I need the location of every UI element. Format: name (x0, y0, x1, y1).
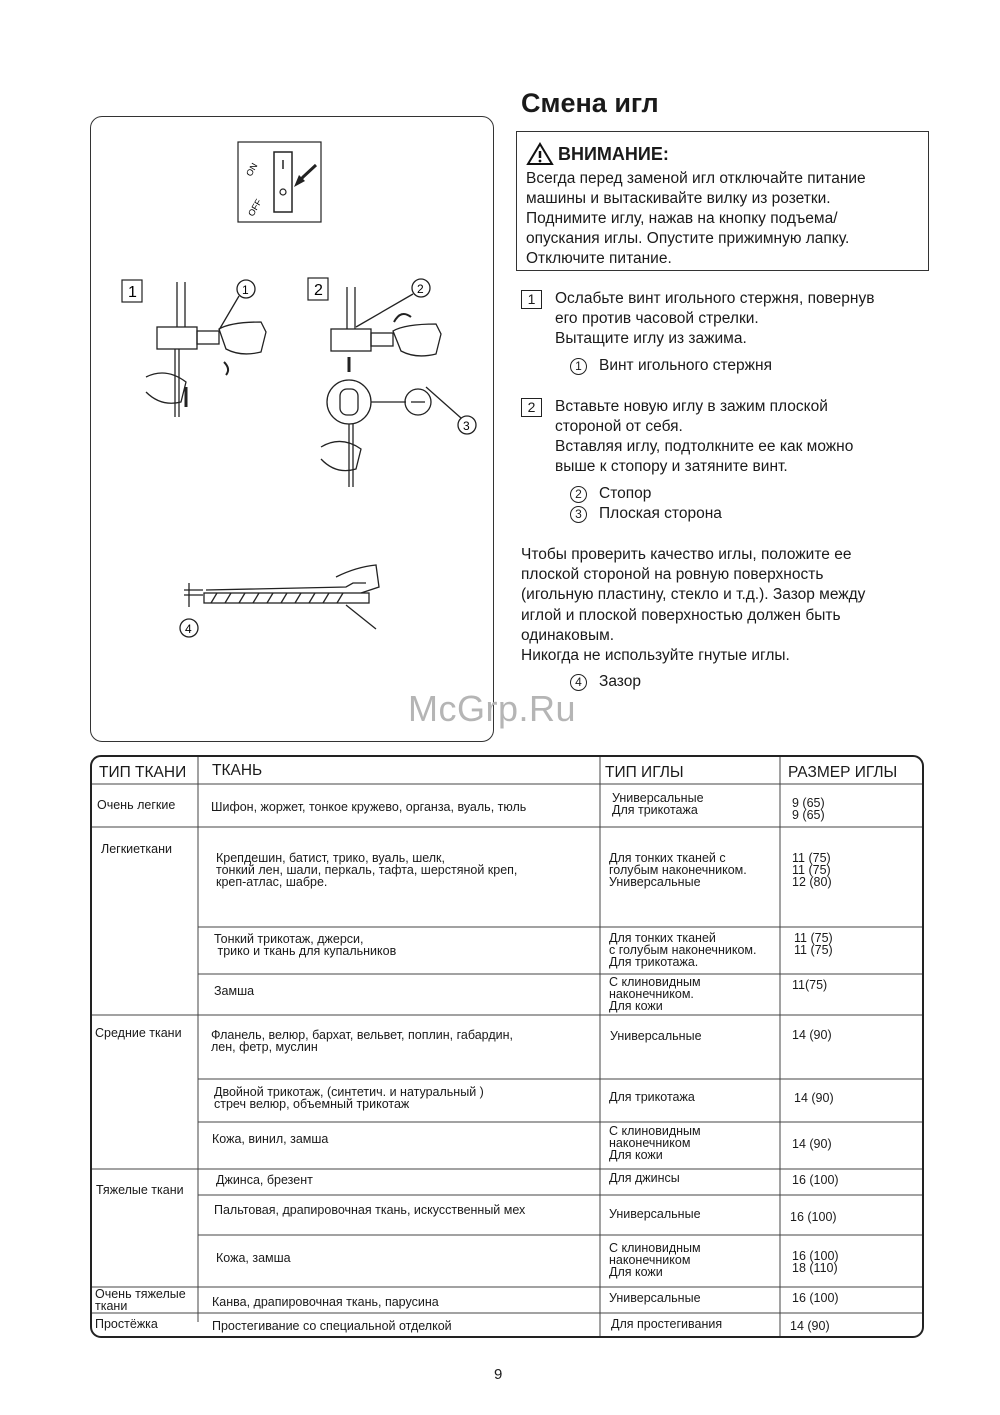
needle-type-cell: С клиновидным наконечником Для кожи (609, 1124, 701, 1162)
warning-line: Отключите питание. (526, 250, 672, 267)
illus-step1-label: 1 (128, 284, 137, 301)
legend-text: Винт игольного стержня (599, 357, 772, 374)
callout-3: 3 (463, 419, 470, 433)
needle-insertion-drawing (321, 279, 476, 487)
legend-number: 2 (570, 486, 587, 503)
illustration-panel (90, 116, 494, 742)
switch-on-label: ON (244, 161, 260, 178)
para-line: (игольную пластину, стекло и т.д.). Зазор между (521, 586, 866, 604)
callout-4: 4 (185, 622, 192, 636)
table-header-fabric-type: ТИП ТКАНИ (99, 764, 187, 781)
page-number: 9 (494, 1366, 503, 1383)
step-1 (521, 289, 941, 349)
warning-line: машины и вытаскивайте вилку из розетки. (526, 190, 831, 207)
para-line: Чтобы проверить качество иглы, положите ее (521, 546, 852, 563)
category-cell: Средние ткани (95, 1026, 182, 1040)
page-title: Смена игл (521, 88, 659, 118)
needle-size-cell: 16 (100) (792, 1291, 839, 1305)
needle-removal-drawing (146, 280, 266, 417)
fabric-cell: Замша (214, 984, 255, 998)
step-1-line: Вытащите иглу из зажима. (555, 330, 747, 347)
needle-check-paragraph (521, 545, 941, 666)
needle-size-cell: 14 (90) (792, 1028, 832, 1042)
needle-size-cell: 16 (100) (790, 1210, 837, 1224)
fabric-cell: Крепдешин, батист, трико, вуаль, шелк, тонкий лен, шали, перкаль, тафта, шерстяной креп, креп-атлас, шабре. (216, 851, 518, 889)
step-1-line: Ослабьте винт игольного стержня, повернув (555, 290, 875, 307)
needle-size-cell: 11(75) (792, 978, 828, 992)
step-2-line: стороной от себя. (555, 418, 683, 435)
table-header-needle-size: РАЗМЕР ИГЛЫ (788, 764, 898, 781)
legend-needle-screw (570, 356, 772, 376)
warning-line: Поднимите иглу, нажав на кнопку подъема/ (526, 210, 838, 227)
needle-type-cell: Универсальные (610, 1029, 702, 1043)
warning-icon (526, 142, 554, 166)
category-cell: Простёжка (95, 1317, 158, 1331)
callout-2: 2 (417, 282, 424, 296)
table-header-needle-type: ТИП ИГЛЫ (605, 764, 684, 781)
legend-text: Стопор (599, 485, 652, 502)
illus-step2-label: 2 (314, 282, 323, 299)
warning-line: Всегда перед заменой игл отключайте питание (526, 170, 866, 187)
needle-type-cell: Для простегивания (611, 1317, 723, 1331)
fabric-cell: Кожа, винил, замша (212, 1132, 329, 1146)
switch-off-label: OFF (246, 197, 264, 218)
needle-size-cell: 16 (100) 18 (110) (792, 1249, 839, 1275)
needle-type-cell: Универсальные Для трикотажа (612, 791, 704, 817)
step-2 (521, 397, 941, 477)
fabric-cell: Двойной трикотаж, (синтетич. и натуральный ) стреч велюр, объемный трикотаж (214, 1085, 484, 1111)
step-2-line: Вставляя иглу, подтолкните ее как можно (555, 438, 854, 455)
fabric-cell: Простегивание со специальной отделкой (212, 1319, 452, 1333)
para-line: одинаковым. (521, 626, 615, 644)
para-line: плоской стороной на ровную поверхность (521, 566, 824, 584)
needle-type-cell: Для тонких тканей с голубым наконечником. Универсальные (609, 851, 747, 889)
needle-type-cell: С клиновидным наконечником. Для кожи (609, 975, 701, 1013)
step-2-line: Вставьте новую иглу в зажим плоской (555, 398, 828, 415)
category-cell: Тяжелые ткани (96, 1183, 184, 1197)
legend-number: 3 (570, 506, 587, 523)
needle-size-cell: 11 (75) 11 (75) 12 (80) (792, 851, 832, 889)
step-2-line: выше к стопору и затяните винт. (555, 458, 788, 475)
legend-flat-side (570, 504, 722, 524)
needle-type-cell: Для джинсы (609, 1171, 680, 1185)
needle-size-cell: 9 (65) 9 (65) (792, 796, 825, 822)
legend-stopper (570, 484, 651, 504)
needle-change-illustration (91, 117, 495, 743)
step-2-number: 2 (521, 398, 542, 417)
needle-size-cell: 16 (100) (792, 1173, 839, 1187)
needle-type-cell: Для тонких тканей с голубым наконечником. Для трикотажа. (609, 931, 757, 969)
fabric-cell: Пальтовая, драпировочная ткань, искусственный мех (214, 1203, 526, 1217)
fabric-cell: Шифон, жоржет, тонкое кружево, органза, вуаль, тюль (211, 800, 527, 814)
callout-1: 1 (242, 283, 249, 297)
legend-text: Зазор (599, 673, 641, 690)
fabric-cell: Канва, драпировочная ткань, парусина (212, 1295, 439, 1309)
fabric-cell: Джинса, брезент (216, 1173, 313, 1187)
category-cell: Очень легкие (97, 798, 176, 812)
fabric-cell: Тонкий трикотаж, джерси, трико и ткань для купальников (214, 932, 397, 958)
legend-number: 4 (570, 674, 587, 691)
para-line: иглой и плоской поверхностью должен быть (521, 606, 841, 624)
step-1-line: его против часовой стрелки. (555, 310, 759, 327)
fabric-cell: Кожа, замша (216, 1251, 291, 1265)
needle-type-cell: Универсальные (609, 1291, 701, 1305)
needle-size-cell: 14 (90) (790, 1319, 830, 1333)
legend-text: Плоская сторона (599, 505, 722, 522)
warning-line: опускания иглы. Опустите прижимную лапку. (526, 230, 850, 247)
legend-number: 1 (570, 358, 587, 375)
fabric-cell: Фланель, велюр, бархат, вельвет, поплин, габардин, лен, фетр, муслин (211, 1028, 513, 1054)
needle-type-cell: Универсальные (609, 1207, 701, 1221)
needle-gap-check-drawing (180, 565, 379, 637)
needle-type-cell: С клиновидным наконечником Для кожи (609, 1241, 701, 1279)
needle-size-cell: 14 (90) (794, 1091, 834, 1105)
category-cell: Очень тяжелые ткани (95, 1287, 186, 1313)
para-line: Никогда не используйте гнутые иглы. (521, 647, 790, 665)
needle-fabric-table (90, 755, 924, 1338)
legend-gap (570, 672, 641, 692)
category-cell: Легкиеткани (101, 842, 173, 856)
warning-heading: ВНИМАНИЕ: (558, 143, 669, 164)
warning-box (516, 131, 929, 271)
step-1-number: 1 (521, 290, 542, 309)
needle-size-cell: 14 (90) (792, 1137, 832, 1151)
needle-type-cell: Для трикотажа (609, 1090, 695, 1104)
needle-size-cell: 11 (75) 11 (75) (794, 931, 833, 957)
watermark: McGrp.Ru (408, 688, 577, 729)
table-header-fabric: ТКАНЬ (212, 762, 263, 779)
